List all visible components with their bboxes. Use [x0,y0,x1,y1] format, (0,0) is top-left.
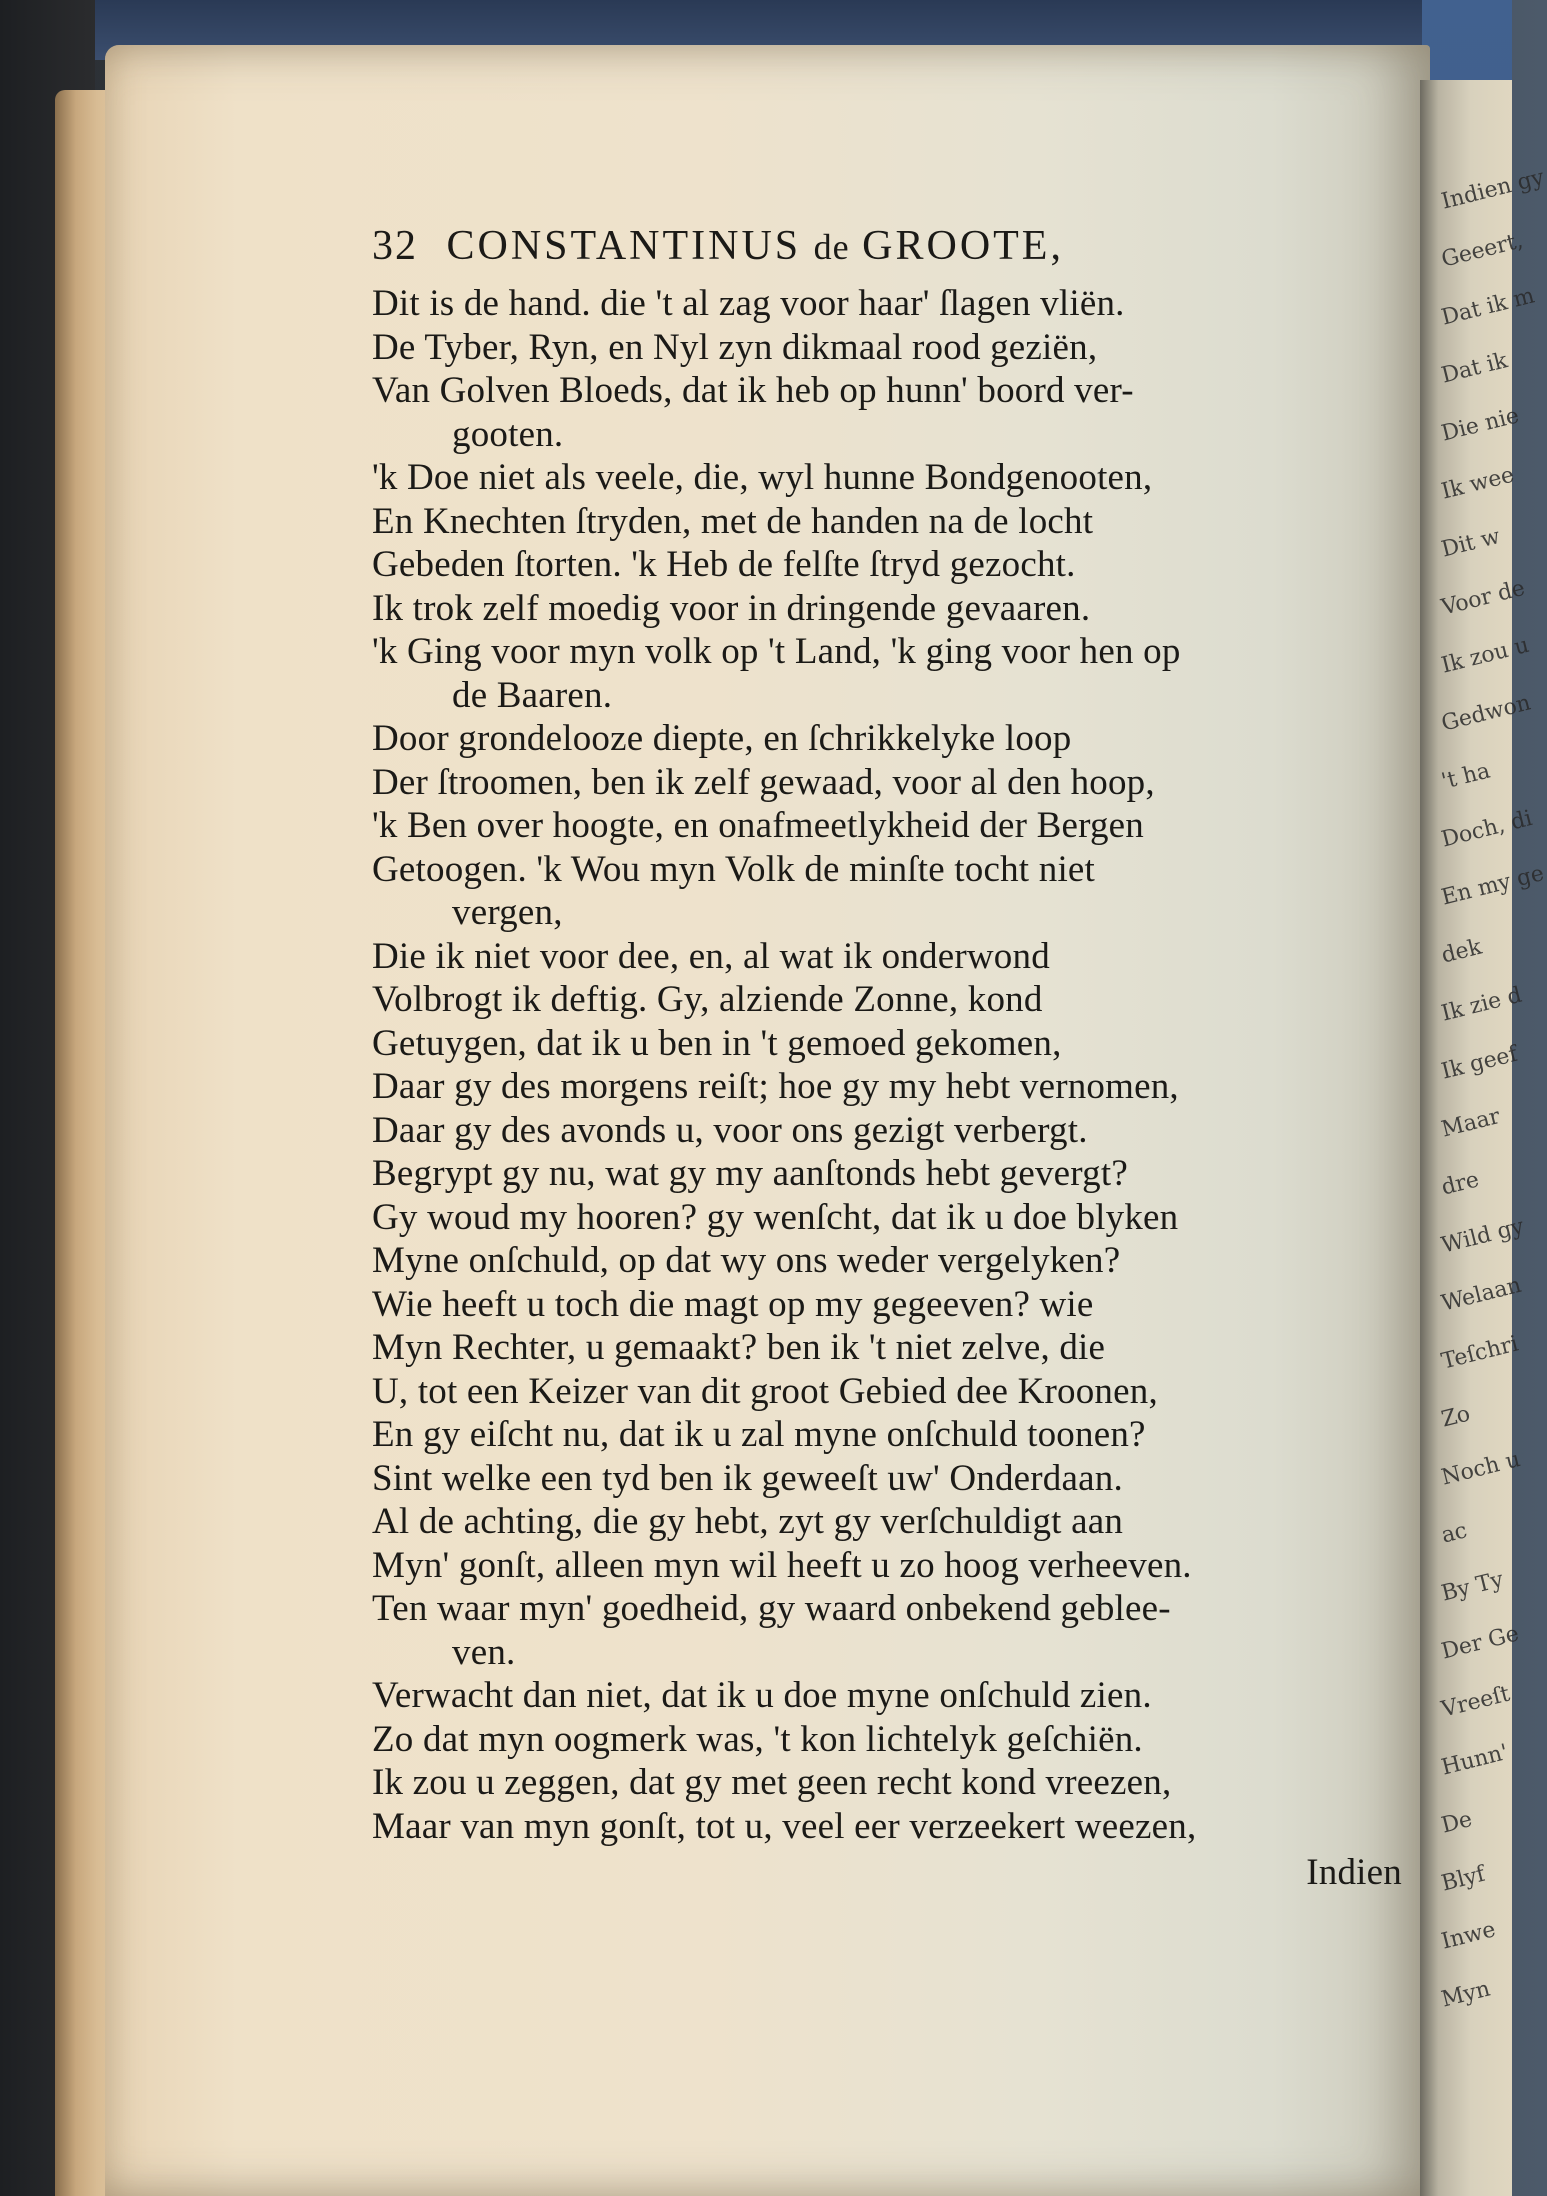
facing-page-fragment: Hunn' [1438,1739,1511,1781]
verse-line: De Tyber, Ryn, en Nyl zyn dikmaal rood geziën, [372,326,1098,368]
facing-page-fragment: Ik zie d [1438,982,1525,1027]
verse-line: Gebeden ſtorten. 'k Heb de felſte ſtryd gezocht. [372,544,1076,585]
verse-line: de Baaren. [452,674,613,716]
verse-line: 'k Ging voor myn volk op 't Land, 'k ging voor hen op [372,631,1181,672]
verse-line: 'k Ben over hoogte, en onafmeetlykheid der Bergen [372,805,1144,846]
verse-line: Ten waar myn' goedheid, gy waard onbekend geblee- [372,1588,1171,1629]
facing-page-fragment: dek [1438,934,1485,969]
facing-page-fragment: Teſchri [1438,1331,1521,1375]
verse-line: Wie heeft u toch die magt op my gegeeven? wie [372,1283,1094,1325]
verse-line: gooten. [452,413,564,455]
verse-line: Dit is de hand. die 't al zag voor haar' ſlagen vliën. [372,283,1125,324]
verse-line: 'k Doe niet als veele, die, wyl hunne Bondgenooten, [372,457,1153,498]
facing-page-fragment: Inwe [1438,1917,1499,1955]
facing-page-fragment: Ik geef [1438,1041,1521,1085]
facing-page-fragment: Voor de [1438,575,1528,621]
facing-page-fragment: Der Ge [1438,1621,1522,1665]
running-head-particle: de [813,227,850,267]
facing-page-fragment: Dit w [1438,524,1503,563]
facing-page-fragment: En my ge [1438,861,1547,911]
verse-line: ven. [452,1631,516,1673]
verse-line: Getuygen, dat ik u ben in 't gemoed gekomen, [372,1022,1062,1064]
facing-page-fragment: Vreeſt [1438,1681,1513,1723]
facing-page-fragment: Welaan [1438,1272,1524,1317]
verse-line: Ik trok zelf moedig voor in dringende gevaaren. [372,587,1091,629]
running-head-title-end: GROOTE, [862,223,1064,269]
verse-line: Maar van myn gonſt, tot u, veel eer verzeekert weezen, [372,1805,1197,1847]
facing-page-fragment: dre [1438,1167,1482,1201]
facing-page-fragment: Dat ik m [1438,283,1538,331]
facing-page-fragment: ac [1438,1518,1470,1549]
facing-page-fragment: Geeert, [1438,228,1526,273]
verse-line: Volbrogt ik deftig. Gy, alziende Zonne, kond [372,979,1043,1020]
verse-line: Daar gy des avonds u, voor ons gezigt verbergt. [372,1109,1088,1151]
verse-line: Myn Rechter, u gemaakt? ben ik 't niet zelve, die [372,1327,1106,1368]
verse-line: Van Golven Bloeds, dat ik heb op hunn' boord ver- [372,370,1134,411]
catchword: Indien [1306,1852,1402,1893]
verse-line: Verwacht dan niet, dat ik u doe myne onſchuld zien. [372,1675,1152,1716]
verse-line: En gy eiſcht nu, dat ik u zal myne onſchuld toonen? [372,1414,1146,1455]
verse-line: En Knechten ſtryden, met de handen na de locht [372,500,1094,542]
running-head-title: CONSTANTINUS [446,223,802,269]
facing-page-fragment: Dat ik [1438,348,1511,389]
facing-page-fragment: Zo [1438,1401,1473,1433]
verse-line: Die ik niet voor dee, en, al wat ik onderwond [372,935,1050,977]
verse-line: vergen, [452,892,563,933]
verse-line: Myn' gonſt, alleen myn wil heeft u zo hoog verheeven. [372,1544,1192,1586]
verse-line: Sint welke een tyd ben ik geweeſt uw' Onderdaan. [372,1457,1123,1499]
verse-line: Daar gy des morgens reiſt; hoe gy my hebt vernomen, [372,1066,1179,1107]
verse-lines [372,282,1412,1848]
facing-page-fragment: Wild gy [1438,1214,1527,1259]
facing-page-fragment: Myn [1438,1976,1493,2013]
facing-page-fragment: Ik zou u [1438,632,1532,679]
page-text-block [372,222,1412,1898]
running-head [372,222,1412,282]
verse-line: Zo dat myn oogmerk was, 't kon lichtelyk geſchiën. [372,1718,1143,1760]
facing-page-fragment: Ik wee [1438,462,1517,505]
verse-line: Gy woud my hooren? gy wenſcht, dat ik u doe blyken [372,1196,1179,1238]
facing-page-fragment: By Ty [1438,1567,1506,1607]
facing-page-fragment: Indien gy [1438,165,1547,215]
verse-line: Begrypt gy nu, wat gy my aanſtonds hebt gevergt? [372,1153,1128,1194]
facing-page-fragment: Die nie [1438,403,1522,447]
facing-page-fragment: Doch, di [1438,805,1535,853]
verse-line: U, tot een Keizer van dit groot Gebied dee Kroonen, [372,1370,1158,1412]
verse-line: Ik zou u zeggen, dat gy met geen recht kond vreezen, [372,1762,1172,1803]
verse-line: Myne onſchuld, op dat wy ons weder vergelyken? [372,1240,1121,1281]
facing-page-fragment: Gedwon [1438,690,1534,737]
verse-line: Door grondelooze diepte, en ſchrikkelyke loop [372,718,1072,759]
verse-line: Getoogen. 'k Wou myn Volk de minſte tocht niet [372,848,1096,890]
facing-page-fragment: De [1438,1806,1475,1839]
verse-line: Al de achting, die gy hebt, zyt gy verſchuldigt aan [372,1501,1124,1542]
facing-page-fragment: Blyf [1438,1861,1488,1897]
verse-line: Der ſtroomen, ben ik zelf gewaad, voor al den hoop, [372,761,1155,803]
page-number: 32 [372,223,418,269]
facing-page-fragment: Maar [1438,1104,1503,1143]
facing-page-fragment: 't ha [1438,758,1493,795]
facing-page [1420,80,1547,2196]
facing-page-fragment: Noch u [1438,1446,1523,1491]
